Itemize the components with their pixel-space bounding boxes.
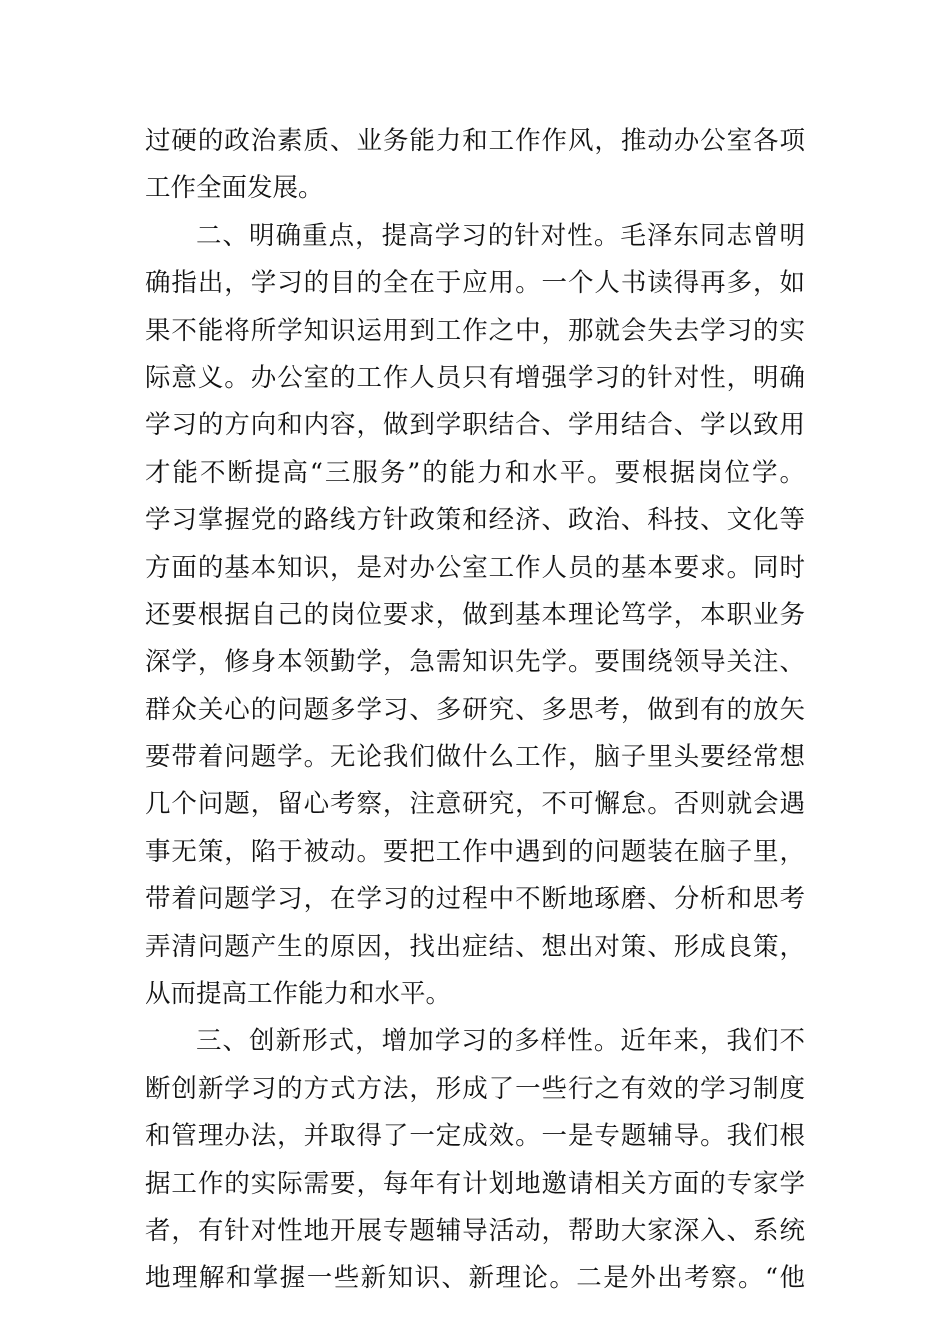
section-heading-line: 二、明确重点，提高学习的针对性。毛泽东同志曾明 xyxy=(196,220,805,251)
text-line: 深学，修身本领勤学，急需知识先学。要围绕领导关注、 xyxy=(145,647,805,678)
text-line: 几个问题，留心考察，注意研究，不可懈怠。否则就会遇 xyxy=(145,789,805,820)
text-line: 过硬的政治素质、业务能力和工作作风，推动办公室各项 xyxy=(145,126,805,156)
text-line: 者，有针对性地开展专题辅导活动，帮助大家深入、系统 xyxy=(145,1215,805,1246)
text-line: 学习的方向和内容，做到学职结合、学用结合、学以致用 xyxy=(145,410,805,441)
text-line: 地理解和掌握一些新知识、新理论。二是外出考察。“他 xyxy=(145,1263,805,1294)
text-line: 际意义。办公室的工作人员只有增强学习的针对性，明确 xyxy=(145,362,805,393)
section-heading-line: 三、创新形式，增加学习的多样性。近年来，我们不 xyxy=(196,1026,805,1057)
text-line: 断创新学习的方式方法，形成了一些行之有效的学习制度 xyxy=(145,1073,805,1104)
text-line: 弄清问题产生的原因，找出症结、想出对策、形成良策， xyxy=(145,931,805,962)
text-line: 据工作的实际需要，每年有计划地邀请相关方面的专家学 xyxy=(145,1168,805,1199)
text-line: 还要根据自己的岗位要求，做到基本理论笃学，本职业务 xyxy=(145,599,805,630)
text-line: 学习掌握党的路线方针政策和经济、政治、科技、文化等 xyxy=(145,505,805,536)
text-line: 才能不断提高“三服务”的能力和水平。要根据岗位学。 xyxy=(145,457,805,488)
text-line: 确指出，学习的目的全在于应用。一个人书读得再多，如 xyxy=(145,268,805,299)
text-line: 事无策，陷于被动。要把工作中遇到的问题装在脑子里， xyxy=(145,836,805,867)
text-line: 和管理办法，并取得了一定成效。一是专题辅导。我们根 xyxy=(145,1121,805,1152)
text-line: 果不能将所学知识运用到工作之中，那就会失去学习的实 xyxy=(145,315,805,346)
text-line: 方面的基本知识，是对办公室工作人员的基本要求。同时 xyxy=(145,552,805,583)
text-line: 带着问题学习，在学习的过程中不断地琢磨、分析和思考 xyxy=(145,884,805,915)
body-text xyxy=(145,118,805,1303)
text-line: 从而提高工作能力和水平。 xyxy=(145,979,452,1010)
text-line: 群众关心的问题多学习、多研究、多思考，做到有的放矢 xyxy=(145,694,805,725)
text-line: 工作全面发展。 xyxy=(145,173,324,204)
text-line: 要带着问题学。无论我们做什么工作，脑子里头要经常想 xyxy=(145,742,805,773)
